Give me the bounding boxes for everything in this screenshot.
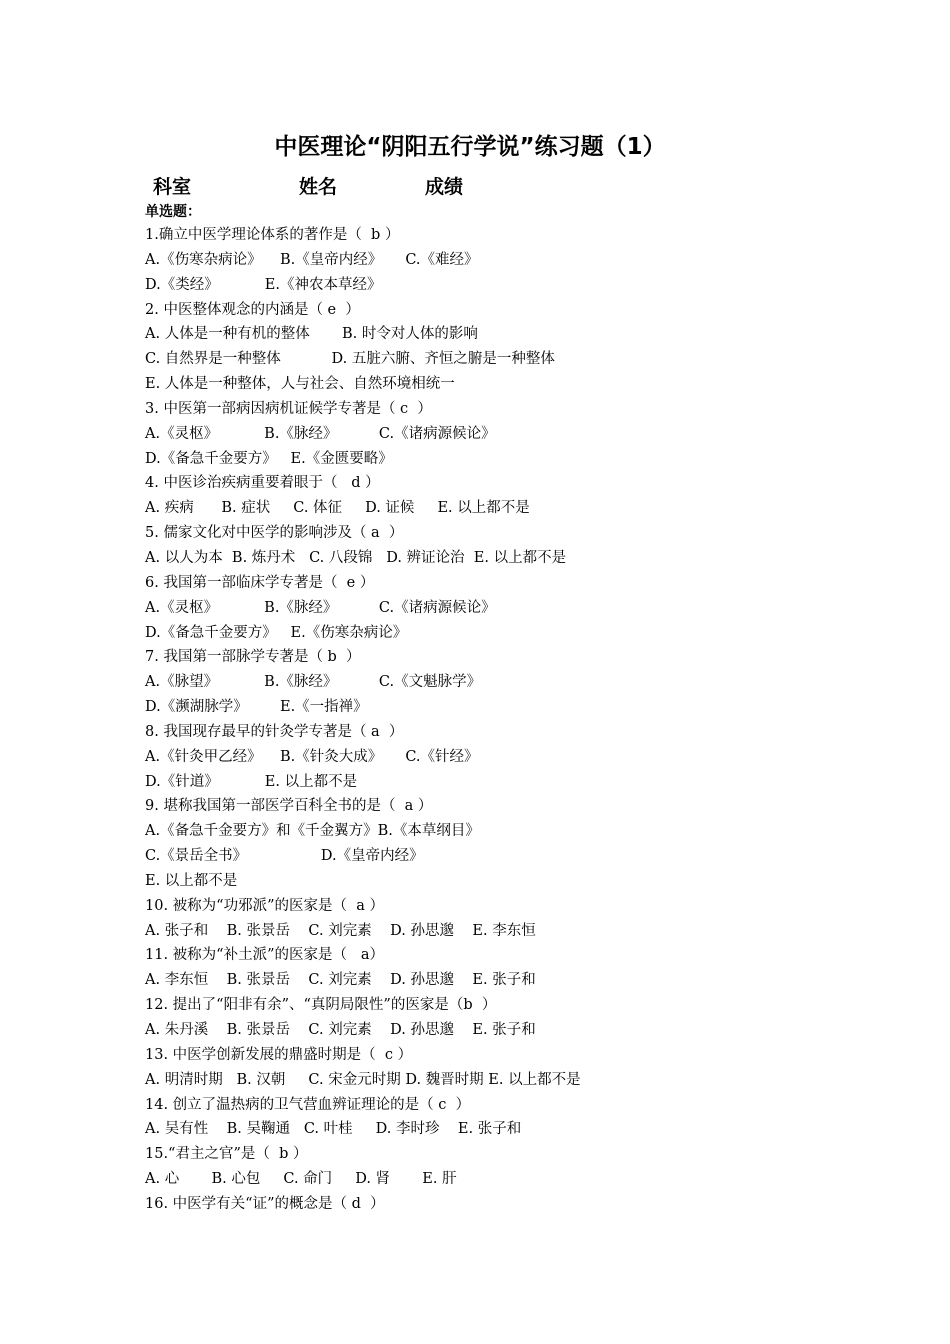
score-label: 成绩 xyxy=(425,176,464,198)
question-line: 6. 我国第一部临床学专著是（ e ） xyxy=(145,574,375,591)
question-line: 8. 我国现存最早的针灸学专著是（ a ） xyxy=(145,723,404,740)
question-line: 9. 堪称我国第一部医学百科全书的是（ a ） xyxy=(145,798,433,815)
name-label: 姓名 xyxy=(299,176,338,198)
question-line: 14. 创立了温热病的卫气营血辨证理论的是（ c ） xyxy=(145,1096,471,1113)
answer-options-line: A.《灵枢》 B.《脉经》 C.《诸病源候论》 xyxy=(145,425,496,442)
answer-options-line: A.《灵枢》 B.《脉经》 C.《诸病源候论》 xyxy=(145,599,496,616)
department-label: 科室 xyxy=(153,176,192,198)
answer-options-line: A.《备急千金要方》和《千金翼方》B.《本草纲目》 xyxy=(145,823,480,840)
question-line: 5. 儒家文化对中医学的影响涉及（ a ） xyxy=(145,525,404,542)
question-line: 11. 被称为“补土派”的医家是（ a） xyxy=(145,947,384,964)
question-line: 7. 我国第一部脉学专著是（ b ） xyxy=(145,649,361,666)
answer-options-line: D.《针道》 E. 以上都不是 xyxy=(145,773,358,790)
document-title: 中医理论“阴阳五行学说”练习题（1） xyxy=(274,134,666,160)
question-line: 10. 被称为“功邪派”的医家是（ a ） xyxy=(145,897,384,914)
answer-options-line: A.《脉望》 B.《脉经》 C.《文魁脉学》 xyxy=(145,674,482,691)
question-line: 13. 中医学创新发展的鼎盛时期是（ c ） xyxy=(145,1046,413,1063)
answer-options-line: A. 朱丹溪 B. 张景岳 C. 刘完素 D. 孙思邈 E. 张子和 xyxy=(145,1022,536,1038)
answer-options-line: A. 以人为本 B. 炼丹术 C. 八段锦 D. 辨证论治 E. 以上都不是 xyxy=(145,549,567,566)
question-line: 3. 中医第一部病因病机证候学专著是（ c ） xyxy=(145,400,432,417)
question-line: 2. 中医整体观念的内涵是（ e ） xyxy=(145,301,360,318)
answer-options-line: A.《针灸甲乙经》 B.《针灸大成》 C.《针经》 xyxy=(145,748,479,765)
answer-options-line: A. 明清时期 B. 汉朝 C. 宋金元时期 D. 魏晋时期 E. 以上都不是 xyxy=(145,1071,581,1088)
section-label: 单选题： xyxy=(145,204,201,220)
answer-options-line: E. 人体是一种整体，人与社会、自然环境相统一 xyxy=(145,376,455,393)
answer-options-line: D.《类经》 E.《神农本草经》 xyxy=(145,276,382,293)
answer-options-line: A. 人体是一种有机的整体 B. 时令对人体的影响 xyxy=(145,326,478,343)
answer-options-line: A. 张子和 B. 张景岳 C. 刘完素 D. 孙思邈 E. 李东恒 xyxy=(145,922,536,939)
question-line: 16. 中医学有关“证”的概念是（ d ） xyxy=(145,1195,385,1212)
question-line: 4. 中医诊治疾病重要着眼于（ d ） xyxy=(145,475,380,492)
answer-options-line: A. 吴有性 B. 吴鞠通 C. 叶桂 D. 李时珍 E. 张子和 xyxy=(145,1121,522,1138)
answer-options-line: C. 自然界是一种整体 D. 五脏六腑、齐恒之腑是一种整体 xyxy=(145,351,555,368)
answer-options-line: A.《伤寒杂病论》 B.《皇帝内经》 C.《难经》 xyxy=(145,251,479,268)
question-line: 15.“君主之官”是（ b ） xyxy=(145,1146,308,1163)
question-line: 12. 提出了“阳非有余”、“真阴局限性”的医家是（b ） xyxy=(145,997,497,1014)
answer-options-line: A. 疾病 B. 症状 C. 体征 D. 证候 E. 以上都不是 xyxy=(145,500,530,517)
answer-options-line: D.《濒湖脉学》 E.《一指禅》 xyxy=(145,699,368,716)
answer-options-line: A. 心 B. 心包 C. 命门 D. 肾 E. 肝 xyxy=(145,1171,457,1188)
question-line: 1.确立中医学理论体系的著作是（ b ） xyxy=(145,227,400,243)
answer-options-line: E. 以上都不是 xyxy=(145,872,238,889)
answer-options-line: D.《备急千金要方》 E.《金匮要略》 xyxy=(145,450,393,467)
answer-options-line: C.《景岳全书》 D.《皇帝内经》 xyxy=(145,848,424,865)
question-list xyxy=(145,223,905,1217)
answer-options-line: D.《备急千金要方》 E.《伤寒杂病论》 xyxy=(145,624,408,641)
answer-options-line: A. 李东恒 B. 张景岳 C. 刘完素 D. 孙思邈 E. 张子和 xyxy=(145,972,536,989)
